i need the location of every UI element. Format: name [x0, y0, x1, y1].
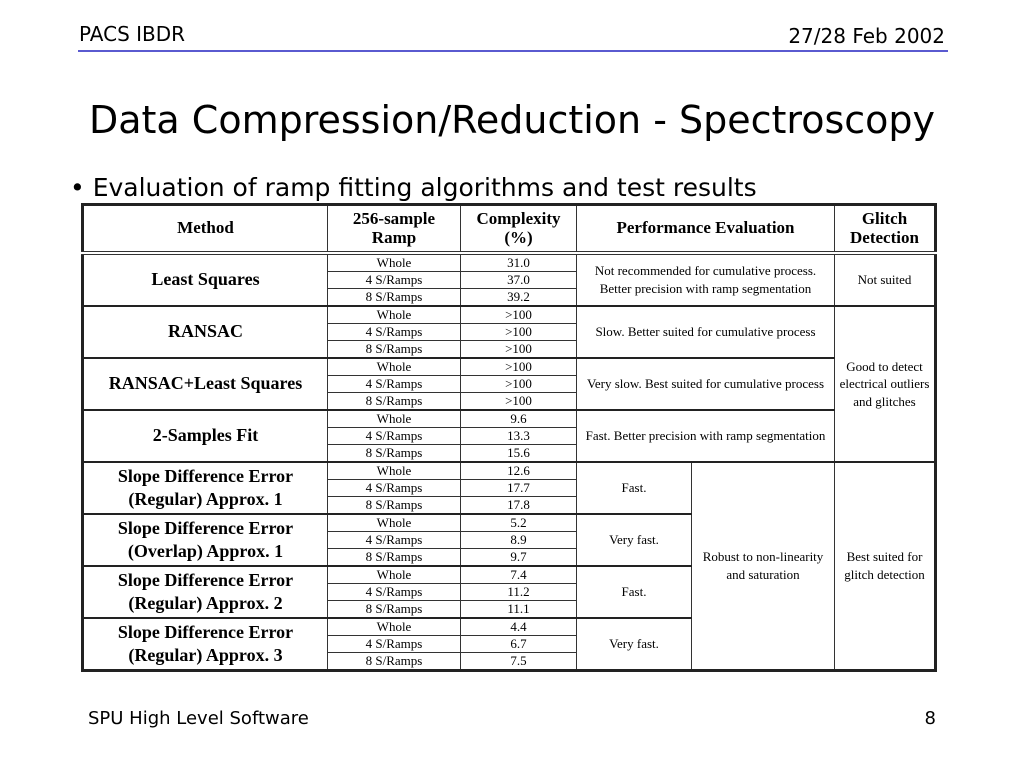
performance-cell: Very slow. Best suited for cumulative process: [577, 358, 835, 410]
ramp-cell: 4 S/Ramps: [328, 272, 461, 289]
ramp-cell: 8 S/Ramps: [328, 341, 461, 359]
complexity-cell: 9.6: [461, 410, 577, 428]
ramp-cell: Whole: [328, 514, 461, 532]
method-cell: 2-Samples Fit: [83, 410, 328, 462]
table-row: [83, 306, 936, 324]
ramp-cell: Whole: [328, 462, 461, 480]
complexity-cell: 13.3: [461, 428, 577, 445]
ramp-cell: 4 S/Ramps: [328, 324, 461, 341]
ramp-cell: Whole: [328, 253, 461, 272]
complexity-cell: 15.6: [461, 445, 577, 463]
ramp-cell: 4 S/Ramps: [328, 480, 461, 497]
header-performance: Performance Evaluation: [577, 205, 835, 254]
ramp-cell: Whole: [328, 410, 461, 428]
table-row: [83, 358, 936, 376]
bullet-text: • Evaluation of ramp fitting algorithms and test results: [70, 173, 757, 202]
complexity-cell: >100: [461, 341, 577, 359]
method-cell: RANSAC+Least Squares: [83, 358, 328, 410]
complexity-cell: 11.2: [461, 584, 577, 601]
performance-cell: Slow. Better suited for cumulative process: [577, 306, 835, 358]
performance-cell: Fast.: [577, 462, 692, 514]
performance-cell: Very fast.: [577, 514, 692, 566]
table-header-row: [83, 205, 936, 254]
page-number: 8: [924, 708, 936, 729]
method-cell: RANSAC: [83, 306, 328, 358]
ramp-cell: 8 S/Ramps: [328, 653, 461, 671]
method-cell: Slope Difference Error (Regular) Approx. 3: [83, 618, 328, 671]
performance-cell: Fast. Better precision with ramp segmentation: [577, 410, 835, 462]
ramp-cell: 4 S/Ramps: [328, 584, 461, 601]
ramp-cell: Whole: [328, 618, 461, 636]
header-glitch: Glitch Detection: [835, 205, 936, 254]
complexity-cell: 5.2: [461, 514, 577, 532]
ramp-cell: 8 S/Ramps: [328, 445, 461, 463]
header-divider: [78, 50, 948, 52]
table-row: [83, 462, 936, 480]
footer-left-text: SPU High Level Software: [88, 708, 309, 729]
complexity-cell: 6.7: [461, 636, 577, 653]
complexity-cell: >100: [461, 358, 577, 376]
ramp-cell: 4 S/Ramps: [328, 376, 461, 393]
ramp-cell: Whole: [328, 306, 461, 324]
complexity-cell: 17.7: [461, 480, 577, 497]
ramp-cell: 8 S/Ramps: [328, 601, 461, 619]
ramp-cell: 4 S/Ramps: [328, 428, 461, 445]
robustness-cell: Robust to non-linearity and saturation: [692, 462, 835, 671]
complexity-cell: 11.1: [461, 601, 577, 619]
performance-cell: Fast.: [577, 566, 692, 618]
header-method: Method: [83, 205, 328, 254]
method-cell: Least Squares: [83, 253, 328, 306]
complexity-cell: 7.4: [461, 566, 577, 584]
glitch-cell: Good to detect electrical outliers and glitches: [835, 306, 936, 462]
method-cell: Slope Difference Error (Regular) Approx. 2: [83, 566, 328, 618]
performance-cell: Not recommended for cumulative process. Better precision with ramp segmentation: [577, 253, 835, 306]
complexity-cell: >100: [461, 324, 577, 341]
slide-title: Data Compression/Reduction - Spectroscopy: [88, 98, 936, 142]
ramp-cell: 8 S/Ramps: [328, 549, 461, 567]
complexity-cell: 12.6: [461, 462, 577, 480]
table-row: [83, 410, 936, 428]
performance-cell: Very fast.: [577, 618, 692, 671]
glitch-cell: Not suited: [835, 253, 936, 306]
complexity-cell: 17.8: [461, 497, 577, 515]
results-table-wrapper: [81, 203, 937, 672]
ramp-cell: 8 S/Ramps: [328, 393, 461, 411]
complexity-cell: >100: [461, 306, 577, 324]
complexity-cell: 37.0: [461, 272, 577, 289]
ramp-cell: 4 S/Ramps: [328, 636, 461, 653]
table-row: [83, 253, 936, 272]
method-cell: Slope Difference Error (Overlap) Approx. 1: [83, 514, 328, 566]
header-date: 27/28 Feb 2002: [788, 24, 945, 48]
header-ramp: 256-sample Ramp: [328, 205, 461, 254]
complexity-cell: 7.5: [461, 653, 577, 671]
complexity-cell: 8.9: [461, 532, 577, 549]
complexity-cell: >100: [461, 393, 577, 411]
complexity-cell: >100: [461, 376, 577, 393]
ramp-cell: 8 S/Ramps: [328, 289, 461, 307]
ramp-cell: Whole: [328, 358, 461, 376]
ramp-cell: Whole: [328, 566, 461, 584]
header-left-title: PACS IBDR: [79, 22, 186, 46]
complexity-cell: 9.7: [461, 549, 577, 567]
results-table: [81, 203, 937, 672]
complexity-cell: 4.4: [461, 618, 577, 636]
ramp-cell: 8 S/Ramps: [328, 497, 461, 515]
ramp-cell: 4 S/Ramps: [328, 532, 461, 549]
header-complexity: Complexity (%): [461, 205, 577, 254]
method-cell: Slope Difference Error (Regular) Approx. 1: [83, 462, 328, 514]
complexity-cell: 31.0: [461, 253, 577, 272]
complexity-cell: 39.2: [461, 289, 577, 307]
glitch-cell: Best suited for glitch detection: [835, 462, 936, 671]
